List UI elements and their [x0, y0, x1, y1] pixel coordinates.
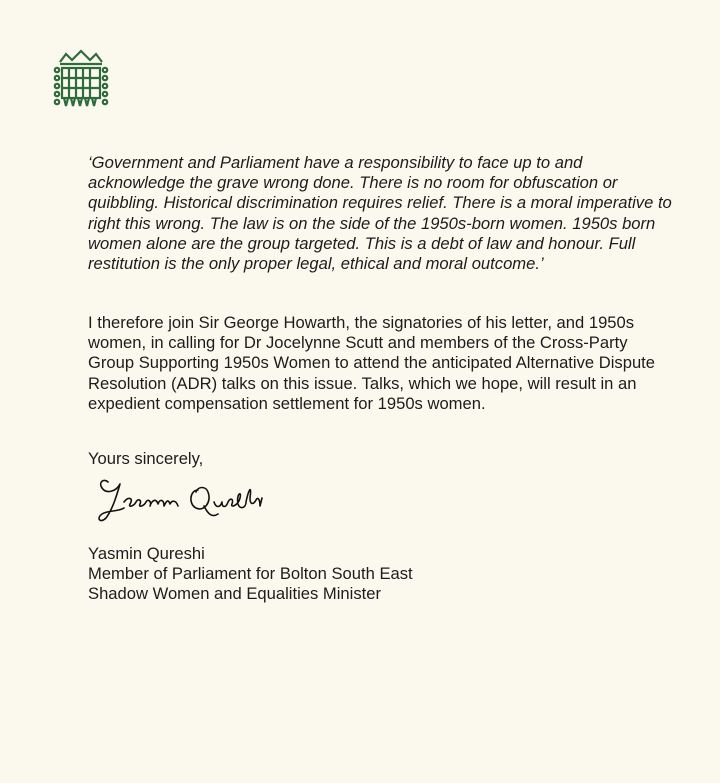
portcullis-crest-icon — [52, 48, 110, 112]
body-paragraph: I therefore join Sir George Howarth, the signatories of his letter, and 1950s women, in calling for Dr Jocelynne Scutt and members of the Cross-Party Group Supporting 1950s Women to attend the anticipated Alternative Dispute Resolution (ADR) talks on this issue. Talks, which we hope, will result in an expedient compensation settlement for 1950s women. — [88, 313, 656, 413]
signature-block — [88, 544, 413, 605]
signer-title: Shadow Women and Equalities Minister — [88, 584, 381, 604]
closing-salutation: Yours sincerely, — [88, 449, 204, 468]
quoted-statement: ‘Government and Parliament have a responsibility to face up to and acknowledge the grave wrong done. There is no room for obfuscation or quibbling. Historical discrimination requires relief. There is a moral imperative to right this wrong. The law is on the side of the 1950s-born women. 1950s born women alone are the group targeted. This is a debt of law and honour. Full restitution is the only proper legal, ethical and moral outcome.’ — [88, 153, 672, 274]
signer-role: Member of Parliament for Bolton South East — [88, 564, 413, 584]
handwritten-signature — [94, 468, 284, 528]
signer-name: Yasmin Qureshi — [88, 544, 205, 563]
